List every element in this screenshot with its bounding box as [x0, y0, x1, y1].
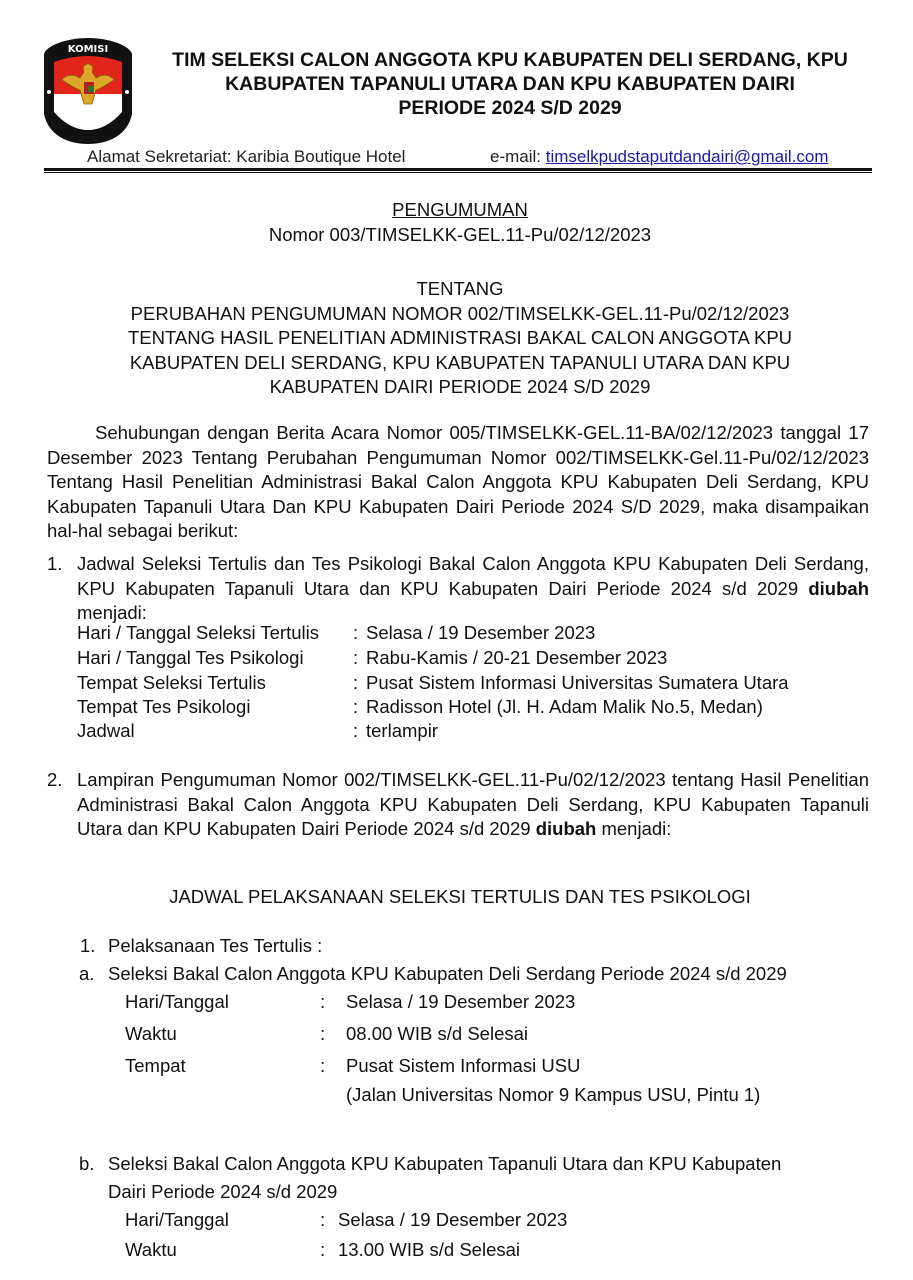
announcement-about: [60, 277, 860, 400]
detail-label: Hari/Tanggal: [125, 1209, 229, 1230]
detail-colon: :: [320, 1023, 326, 1044]
item2-text-after: menjadi:: [601, 818, 672, 839]
detail-label: Waktu: [125, 1239, 177, 1260]
item1-number: 1.: [47, 553, 63, 574]
about-line: TENTANG HASIL PENELITIAN ADMINISTRASI BAKAL CALON ANGGOTA KPU: [127, 327, 793, 348]
sub-b-title-line: Dairi Periode 2024 s/d 2029: [108, 1180, 338, 1202]
letterhead-title-line: TIM SELEKSI CALON ANGGOTA KPU KABUPATEN DELI SERDANG, KPU: [172, 49, 848, 71]
item2-text-before: Lampiran Pengumuman Nomor 002/TIMSELKK-GEL.11-Pu/02/12/2023 tentang Hasil Penelitian Administrasi Bakal Calon Anggota KPU Kabupaten Deli Serdang, KPU Kabupaten Tapanuli Utara dan KPU Kabupaten Dairi Periode 2024 s/d 2029: [77, 769, 869, 839]
sub-a-title: Seleksi Bakal Calon Anggota KPU Kabupaten Deli Serdang Periode 2024 s/d 2029: [108, 963, 787, 984]
detail-colon: :: [353, 696, 359, 717]
letterhead-title-line: PERIODE 2024 S/D 2029: [398, 97, 622, 119]
detail-label: Hari/Tanggal: [125, 991, 229, 1012]
detail-value: 13.00 WIB s/d Selesai: [338, 1239, 521, 1260]
detail-colon: :: [320, 1209, 326, 1230]
svg-text:KOMISI: KOMISI: [67, 44, 109, 55]
sub-b-title-line: Seleksi Bakal Calon Anggota KPU Kabupaten Tapanuli Utara dan KPU Kabupaten: [108, 1153, 782, 1174]
announcement-header: [60, 198, 860, 247]
detail-label: Tempat: [125, 1055, 186, 1076]
announcement-heading: PENGUMUMAN: [392, 199, 528, 220]
item1-text-before: Jadwal Seleksi Tertulis dan Tes Psikologi Bakal Calon Anggota KPU Kabupaten Deli Serdang, KPU Kabupaten Tapanuli Utara dan KPU Kabupaten Dairi Periode 2024 s/d 2029: [77, 553, 869, 599]
detail-label: Tempat Tes Psikologi: [77, 696, 251, 717]
detail-value: Selasa / 19 Desember 2023: [346, 991, 576, 1012]
letterhead-title-line: KABUPATEN TAPANULI UTARA DAN KPU KABUPATEN DAIRI: [225, 73, 795, 95]
letterhead-title: [140, 48, 880, 120]
detail-colon: :: [353, 647, 359, 668]
detail-label: Waktu: [125, 1023, 177, 1044]
announcement-number: Nomor 003/TIMSELKK-GEL.11-Pu/02/12/2023: [268, 223, 652, 245]
detail-value: terlampir: [366, 720, 438, 741]
letterhead-rule-thin: [44, 172, 872, 173]
email-line: [490, 147, 829, 167]
sub-a-detail-continuation: (Jalan Universitas Nomor 9 Kampus USU, Pintu 1): [346, 1084, 761, 1105]
detail-value: Radisson Hotel (Jl. H. Adam Malik No.5, Medan): [366, 696, 763, 717]
email-label: e-mail:: [490, 147, 542, 166]
sub-b-letter: b.: [79, 1153, 95, 1174]
item2-text-bold: diubah: [535, 818, 597, 839]
kpu-logo-icon: [40, 34, 136, 146]
item1-text: [77, 552, 869, 626]
detail-label: Jadwal: [77, 720, 135, 741]
section1-number: 1.: [80, 935, 96, 956]
detail-colon: :: [353, 672, 359, 693]
item1-text-after: menjadi:: [77, 602, 147, 623]
detail-value: Pusat Sistem Informasi Universitas Sumatera Utara: [366, 672, 789, 693]
about-label: TENTANG: [416, 278, 504, 299]
schedule-title: JADWAL PELAKSANAAN SELEKSI TERTULIS DAN TES PSIKOLOGI: [169, 886, 751, 907]
detail-colon: :: [320, 1055, 326, 1076]
sub-b-title: [108, 1152, 781, 1204]
item2-text: [77, 768, 869, 842]
about-line: KABUPATEN DELI SERDANG, KPU KABUPATEN TAPANULI UTARA DAN KPU: [129, 351, 791, 373]
detail-value: 08.00 WIB s/d Selesai: [346, 1023, 529, 1044]
about-line: PERUBAHAN PENGUMUMAN NOMOR 002/TIMSELKK-GEL.11-Pu/02/12/2023: [130, 302, 790, 324]
letterhead-rule: [44, 168, 872, 171]
secretariat-address: Alamat Sekretariat: Karibia Boutique Hotel: [87, 147, 406, 166]
detail-label: Hari / Tanggal Tes Psikologi: [77, 647, 304, 668]
detail-colon: :: [320, 991, 326, 1012]
detail-colon: :: [353, 720, 359, 741]
detail-value: Selasa / 19 Desember 2023: [338, 1209, 568, 1230]
item1-text-bold: diubah: [808, 577, 869, 599]
detail-label: Tempat Seleksi Tertulis: [77, 672, 266, 693]
sub-a-letter: a.: [79, 963, 95, 984]
detail-colon: :: [353, 622, 359, 643]
detail-label: Hari / Tanggal Seleksi Tertulis: [77, 622, 319, 643]
about-line: KABUPATEN DAIRI PERIODE 2024 S/D 2029: [269, 376, 651, 397]
detail-value: Rabu-Kamis / 20-21 Desember 2023: [366, 647, 668, 668]
email-link[interactable]: timselkpudstaputdandairi@gmail.com: [545, 147, 829, 166]
detail-value: Selasa / 19 Desember 2023: [366, 622, 596, 643]
detail-value: Pusat Sistem Informasi USU: [346, 1055, 581, 1076]
intro-paragraph: Sehubungan dengan Berita Acara Nomor 005/TIMSELKK-GEL.11-BA/02/12/2023 tanggal 17 Desember 2023 Tentang Perubahan Pengumuman Nomor 002/TIMSELKK-Gel.11-Pu/02/12/2023 Tentang Hasil Penelitian Administrasi Bakal Calon Anggota KPU Kabupaten Deli Serdang, KPU Kabupaten Tapanuli Utara Dan KPU Kabupaten Dairi Periode 2024 S/D 2029, maka disampaikan hal-hal sebagai berikut:: [47, 422, 869, 541]
detail-colon: :: [320, 1239, 326, 1260]
section1-label: Pelaksanaan Tes Tertulis :: [108, 935, 323, 956]
item2-number: 2.: [47, 769, 63, 790]
